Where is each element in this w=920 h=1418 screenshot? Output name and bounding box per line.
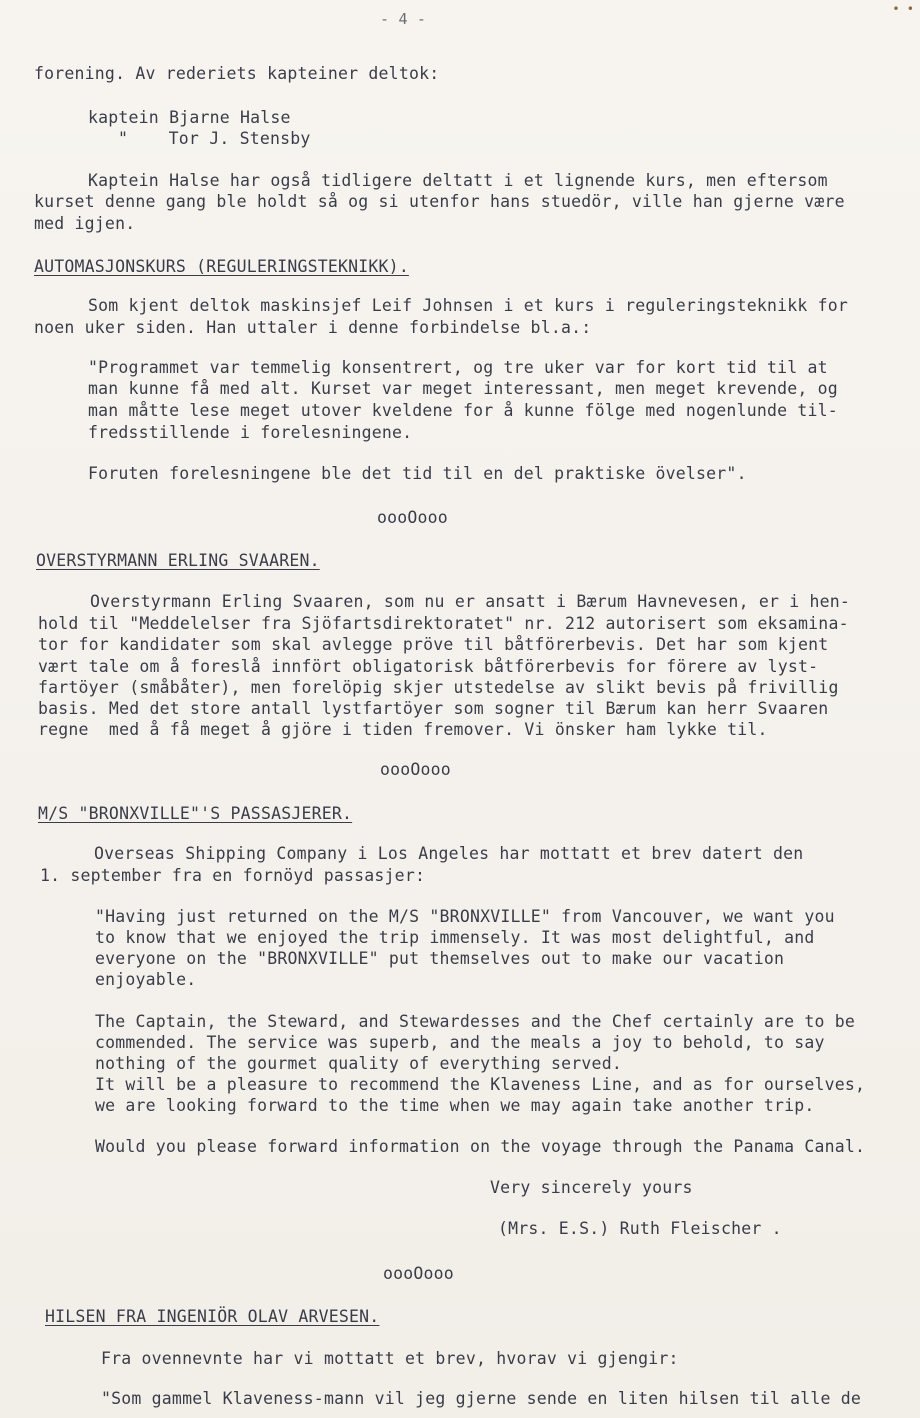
section2-para-line: Overstyrmann Erling Svaaren, som nu er ansatt i Bærum Havnevesen, er i hen- bbox=[90, 592, 851, 611]
section-heading-automasjonskurs: AUTOMASJONSKURS (REGULERINGSTEKNIKK). bbox=[34, 257, 409, 276]
intro-line: forening. Av rederiets kapteiner deltok: bbox=[34, 64, 440, 83]
section3-para-line: 1. september fra en fornöyd passasjer: bbox=[40, 866, 426, 885]
intro-para-line: med igjen. bbox=[34, 214, 136, 233]
letter-quote-line: to know that we enjoyed the trip immensely. It was most delightful, and bbox=[95, 928, 815, 947]
letter-closing: Very sincerely yours bbox=[490, 1178, 693, 1197]
intro-para-line: Kaptein Halse har også tidligere deltatt i et lignende kurs, men eftersom bbox=[88, 171, 828, 190]
letter-quote-line: we are looking forward to the time when we may again take another trip. bbox=[95, 1096, 815, 1115]
letter-quote-line: The Captain, the Steward, and Stewardesses and the Chef certainly are to be bbox=[95, 1012, 856, 1031]
letter-quote-line: enjoyable. bbox=[95, 970, 197, 989]
section2-para-line: basis. Med det store antall lystfartöyer som sogner til Bærum kan herr Svaaren bbox=[38, 699, 829, 718]
section-heading-arvesen: HILSEN FRA INGENIÖR OLAV ARVESEN. bbox=[45, 1307, 380, 1326]
section-heading-bronxville: M/S "BRONXVILLE"'S PASSASJERER. bbox=[38, 804, 353, 823]
captain-1: kaptein Bjarne Halse bbox=[88, 108, 291, 127]
section1-para-line: noen uker siden. Han uttaler i denne forbindelse bl.a.: bbox=[34, 318, 592, 337]
page-number: - 4 - bbox=[380, 10, 427, 28]
section4-line: Fra ovennevnte har vi mottatt et brev, hvorav vi gjengir: bbox=[101, 1349, 679, 1368]
section2-para-line: fartöyer (småbåter), men forelöpig skjer utstedelse av slikt bevis på frivillig bbox=[38, 678, 839, 697]
separator: oooOooo bbox=[383, 1264, 454, 1283]
separator: oooOooo bbox=[380, 760, 451, 779]
section1-quote-line: fredsstillende i forelesningene. bbox=[88, 423, 413, 442]
separator: oooOooo bbox=[377, 508, 448, 527]
section2-para-line: hold til "Meddelelser fra Sjöfartsdirektoratet" nr. 212 autorisert som eksamina- bbox=[38, 614, 849, 633]
section1-quote-end: Foruten forelesningene ble det tid til en del praktiske övelser". bbox=[88, 464, 747, 483]
section2-para-line: vært tale om å foreslå innfört obligatorisk båtförerbevis for förere av lyst- bbox=[38, 657, 819, 676]
section3-para-line: Overseas Shipping Company i Los Angeles har mottatt et brev datert den bbox=[94, 844, 804, 863]
letter-quote-line: It will be a pleasure to recommend the Klaveness Line, and as for ourselves, bbox=[95, 1075, 866, 1094]
section4-line: "Som gammel Klaveness-mann vil jeg gjerne sende en liten hilsen til alle de bbox=[101, 1389, 862, 1408]
captain-2: " Tor J. Stensby bbox=[118, 129, 311, 148]
ink-spots: • • bbox=[892, 2, 914, 16]
letter-quote-line: Would you please forward information on the voyage through the Panama Canal. bbox=[95, 1137, 866, 1156]
section1-quote-line: man måtte lese meget utover kveldene for å kunne fölge med nogenlunde til- bbox=[88, 401, 838, 420]
section1-para-line: Som kjent deltok maskinsjef Leif Johnsen i et kurs i reguleringsteknikk for bbox=[88, 296, 849, 315]
letter-quote-line: nothing of the gourmet quality of everything served. bbox=[95, 1054, 622, 1073]
letter-signature: (Mrs. E.S.) Ruth Fleischer . bbox=[498, 1219, 782, 1238]
section1-quote-line: man kunne få med alt. Kurset var meget interessant, men meget krevende, og bbox=[88, 379, 838, 398]
letter-quote-line: everyone on the "BRONXVILLE" put themselves out to make our vacation bbox=[95, 949, 785, 968]
letter-quote-line: "Having just returned on the M/S "BRONXVILLE" from Vancouver, we want you bbox=[95, 907, 835, 926]
section2-para-line: tor for kandidater som skal avlegge pröve til båtförerbevis. Det har som kjent bbox=[38, 635, 829, 654]
section2-para-line: regne med å få meget å gjöre i tiden fremover. Vi önsker ham lykke til. bbox=[38, 720, 768, 739]
letter-quote-line: commended. The service was superb, and the meals a joy to behold, to say bbox=[95, 1033, 825, 1052]
section1-quote-line: "Programmet var temmelig konsentrert, og tre uker var for kort tid til at bbox=[88, 358, 828, 377]
intro-para-line: kurset denne gang ble holdt så og si utenfor hans stuedör, ville han gjerne være bbox=[34, 192, 845, 211]
section-heading-svaaren: OVERSTYRMANN ERLING SVAAREN. bbox=[36, 551, 320, 570]
